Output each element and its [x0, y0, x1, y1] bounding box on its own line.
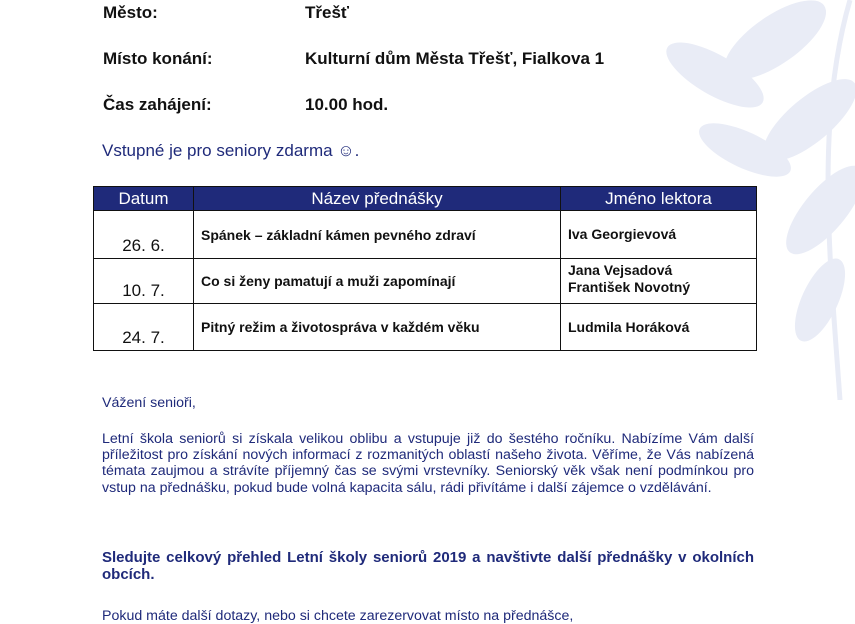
info-label: Místo konání: — [103, 49, 213, 68]
info-value: 10.00 hod. — [305, 95, 389, 114]
column-header-title: Název přednášky — [194, 187, 561, 211]
info-label: Město: — [103, 3, 158, 22]
letter-paragraph: Letní škola seniorů si získala velikou oblibu a vstupuje již do šestého ročníku. Nabízíme Vám další příležitost pro získání nových informací z rozmanitých oblastí našeho života. Věříme, že Vás nabízená témata zaujmou a strávíte příjemný čas se svými vrstevníky. Seniorský věk však není podmínkou pro vstup na přednášku, pokud bude volná kapacita sálu, rádi přivítáme i další zájemce o vzdělávání. — [102, 431, 754, 496]
table-row — [94, 211, 757, 259]
letter-greeting: Vážení senioři, — [102, 395, 196, 411]
lecture-date: 10. 7. — [94, 259, 194, 304]
lecturer-name-line: Ludmila Horáková — [568, 318, 690, 335]
info-value: Třešť — [305, 3, 350, 22]
lecturer-name — [561, 211, 757, 259]
column-header-lecturer: Jméno lektora — [561, 187, 757, 211]
lecture-title: Pitný režim a životospráva v každém věku — [194, 304, 561, 351]
letter-cutoff-line: Pokud máte další dotazy, nebo si chcete zarezervovat místo na přednášce, — [102, 608, 574, 624]
lecture-date: 26. 6. — [94, 211, 194, 259]
table-header-row — [94, 187, 757, 211]
lecturer-name-line: Jana Vejsadová — [568, 262, 673, 278]
table-row — [94, 259, 757, 304]
table-row — [94, 304, 757, 351]
lecturer-name-line: František Novotný — [568, 279, 691, 295]
column-header-date: Datum — [94, 187, 194, 211]
letter-highlight: Sledujte celkový přehled Letní školy seniorů 2019 a navštivte další přednášky v okolních obcích. — [102, 549, 754, 583]
lecturer-name — [561, 304, 757, 351]
free-entry-note: Vstupné je pro seniory zdarma ☺. — [102, 141, 360, 160]
info-label: Čas zahájení: — [103, 95, 212, 114]
lecturer-name-line: Iva Georgievová — [568, 226, 677, 242]
lecture-title: Spánek – základní kámen pevného zdraví — [194, 211, 561, 259]
lecture-date: 24. 7. — [94, 304, 194, 351]
lecture-schedule-table — [93, 186, 757, 351]
lecturer-name — [561, 259, 757, 304]
lecture-title: Co si ženy pamatují a muži zapomínají — [194, 259, 561, 304]
info-value: Kulturní dům Města Třešť, Fialkova 1 — [305, 49, 605, 68]
